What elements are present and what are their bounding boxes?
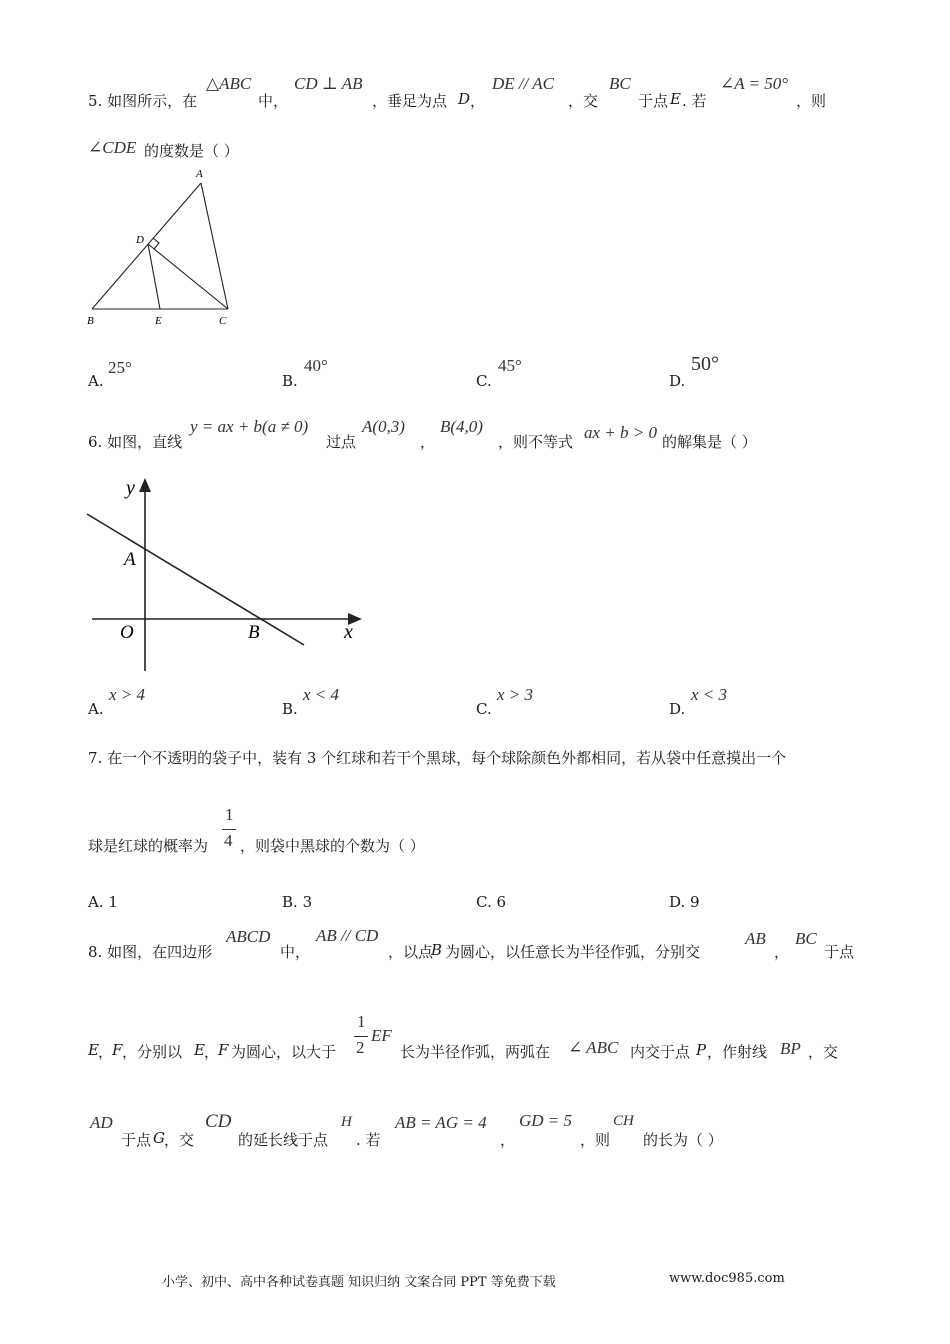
- q6-line-equation: y = ax + b(a ≠ 0): [190, 417, 309, 436]
- q7-option-d[interactable]: [669, 893, 700, 911]
- q6-option-d-letter: D.: [669, 700, 686, 718]
- q7-option-c[interactable]: [476, 893, 506, 911]
- q5-angle-a: ∠A = 50°: [720, 74, 789, 93]
- footer-url[interactable]: www.doc985.com: [669, 1271, 785, 1286]
- q8-ab: AB: [745, 929, 766, 948]
- q6-point-a: A(0,3): [362, 417, 405, 436]
- q5-triangle: △ABC: [206, 74, 252, 93]
- q5-text-ruo: . 若: [682, 92, 707, 110]
- q6-option-c-letter: C.: [476, 700, 492, 718]
- q8-text-zhong: 中，: [280, 943, 311, 961]
- q5-label-e: E: [155, 315, 162, 327]
- q6-label-x: x: [344, 621, 353, 643]
- q7-fraction-numerator: 1: [225, 805, 234, 824]
- q6-option-b-value: x < 4: [303, 685, 340, 704]
- q5-option-c-value: 45°: [498, 356, 522, 375]
- q6-point-b: B(4,0): [440, 417, 483, 436]
- q5-option-b-value: 40°: [304, 356, 328, 375]
- q8-l3-text1: 于点: [121, 1131, 152, 1149]
- q8-bp: BP: [780, 1039, 801, 1058]
- q6-label-o: O: [120, 622, 134, 643]
- q8-ef: EF: [371, 1026, 392, 1045]
- q6-stem-end: 的解集是（ ）: [662, 433, 757, 451]
- q5-label-b: B: [87, 315, 94, 327]
- q8-text-yudian: 于点: [824, 943, 855, 961]
- q8-l2-text5: ，作射线: [707, 1043, 768, 1061]
- q8-text-1: ，以点: [388, 943, 434, 961]
- q8-angle-abc: ∠ ABC: [568, 1038, 619, 1057]
- q7-option-b[interactable]: [282, 893, 312, 911]
- q8-eq2: GD = 5: [519, 1111, 573, 1130]
- q6-option-d-value: x < 3: [691, 685, 728, 704]
- q6-label-y: y: [126, 477, 135, 499]
- q5-label-a: A: [196, 168, 203, 180]
- q5-label-c: C: [219, 315, 227, 327]
- q8-l3-text2: ，交: [164, 1131, 195, 1149]
- q5-option-b-letter: B.: [282, 372, 298, 390]
- q5-text-foot: ，垂足为点: [372, 92, 448, 110]
- q5-angle-cde: ∠CDE: [88, 138, 137, 157]
- q5-comma: ，: [470, 92, 486, 110]
- q7-fraction-bar: [222, 829, 236, 830]
- q7-option-a-value: 1: [108, 893, 118, 911]
- q5-option-d-letter: D.: [669, 372, 686, 390]
- q5-point-d: D: [458, 90, 471, 108]
- q8-ad: AD: [90, 1113, 113, 1132]
- q8-l2-text2: 为圆心，以大于: [231, 1043, 337, 1061]
- q7-option-d-value: 9: [690, 893, 700, 911]
- q8-eq1: AB = AG = 4: [395, 1113, 487, 1132]
- q5-perp: CD ⊥ AB: [294, 74, 363, 93]
- q8-l2-e2: E: [194, 1041, 205, 1059]
- q7-option-a-letter: A.: [88, 893, 104, 911]
- q8-l3-g: G: [153, 1129, 165, 1147]
- q8-half-bar: [354, 1036, 368, 1037]
- q7-fraction-denominator: 4: [224, 831, 233, 850]
- q5-text-zhong: 中，: [258, 92, 289, 110]
- q8-bc: BC: [795, 929, 817, 948]
- q8-cd: CD: [205, 1111, 232, 1132]
- q6-comma: ，: [420, 433, 436, 451]
- q8-l3-text6: 的长为（ ）: [643, 1131, 723, 1149]
- q6-inequality: ax + b > 0: [584, 423, 657, 442]
- q8-ch: CH: [613, 1113, 634, 1129]
- q5-text-yudian: 于点: [638, 92, 669, 110]
- q8-l3-text3: 的延长线于点: [238, 1131, 329, 1149]
- q5-text-ze: ，则: [796, 92, 827, 110]
- q5-text-jiao: ，交: [568, 92, 599, 110]
- q6-number: 6. 如图，直线: [88, 433, 183, 451]
- q5-stem-end: 的度数是（ ）: [144, 142, 239, 160]
- footer-text: 小学、初中、高中各种试卷真题 知识归纳 文案合同 PPT 等免费下载: [162, 1275, 556, 1290]
- q6-option-a-value: x > 4: [109, 685, 146, 704]
- q7-line2-post: ，则袋中黑球的个数为（ ）: [240, 837, 425, 855]
- q8-number: 8. 如图，在四边形: [88, 943, 213, 961]
- q7-option-b-value: 3: [302, 893, 313, 911]
- q5-option-a-value: 25°: [108, 358, 132, 377]
- q8-text-2: 为圆心，以任意长为半径作弧，分别交: [445, 943, 701, 961]
- q8-l3-text5: ，则: [580, 1131, 611, 1149]
- q8-half-denominator: 2: [356, 1038, 365, 1057]
- q8-half-numerator: 1: [357, 1012, 366, 1031]
- q6-text-ineq-pre: ，则不等式: [498, 433, 574, 451]
- q6-text-guodian: 过点: [326, 433, 357, 451]
- q8-l2-f2: F: [218, 1041, 229, 1059]
- q8-l3-comma: ，: [500, 1131, 516, 1149]
- q6-y-arrow: [139, 478, 151, 492]
- q5-point-e: E: [670, 90, 681, 108]
- q8-l2-text6: ，交: [808, 1043, 839, 1061]
- q8-l2-text4: 内交于点: [630, 1043, 691, 1061]
- q5-option-c-letter: C.: [476, 372, 492, 390]
- q6-label-a: A: [124, 549, 136, 570]
- q7-option-d-letter: D.: [669, 893, 686, 911]
- q8-comma: ，: [774, 943, 790, 961]
- q7-option-a[interactable]: [88, 893, 118, 911]
- q7-option-c-letter: C.: [476, 893, 492, 911]
- q8-l2-f: F: [112, 1041, 123, 1059]
- q8-point-b: B: [431, 941, 443, 959]
- q7-option-c-value: 6: [496, 893, 507, 911]
- q8-abcd: ABCD: [226, 927, 271, 946]
- q8-parallel: AB // CD: [316, 926, 379, 945]
- q8-l2-e: E: [88, 1041, 99, 1059]
- q5-number: 5. 如图所示，在: [88, 92, 198, 110]
- q8-l2-p: P: [696, 1041, 707, 1059]
- q7-option-b-letter: B.: [282, 893, 298, 911]
- q8-l2-text1: ，分别以: [122, 1043, 183, 1061]
- q8-l3-text4: . 若: [356, 1131, 381, 1149]
- q5-option-d-value: 50°: [691, 353, 719, 375]
- q6-option-c-value: x > 3: [497, 685, 534, 704]
- q8-l2-comma1: ，: [98, 1043, 114, 1061]
- q5-bc: BC: [609, 74, 631, 93]
- q8-h: H: [341, 1114, 352, 1130]
- q5-parallel: DE // AC: [492, 74, 555, 93]
- q5-option-a-letter: A.: [88, 372, 104, 390]
- q6-option-b-letter: B.: [282, 700, 298, 718]
- q7-line1: 7. 在一个不透明的袋子中，装有 3 个红球和若干个黑球，每个球除颜色外都相同，若从袋中任意摸出一个: [88, 749, 787, 767]
- q7-line2-pre: 球是红球的概率为: [88, 837, 209, 855]
- q6-label-b: B: [248, 622, 260, 643]
- q8-l2-text3: 长为半径作弧，两弧在: [400, 1043, 551, 1061]
- q6-option-a-letter: A.: [88, 700, 104, 718]
- q5-label-d: D: [136, 234, 144, 246]
- q8-l2-comma2: ，: [204, 1043, 220, 1061]
